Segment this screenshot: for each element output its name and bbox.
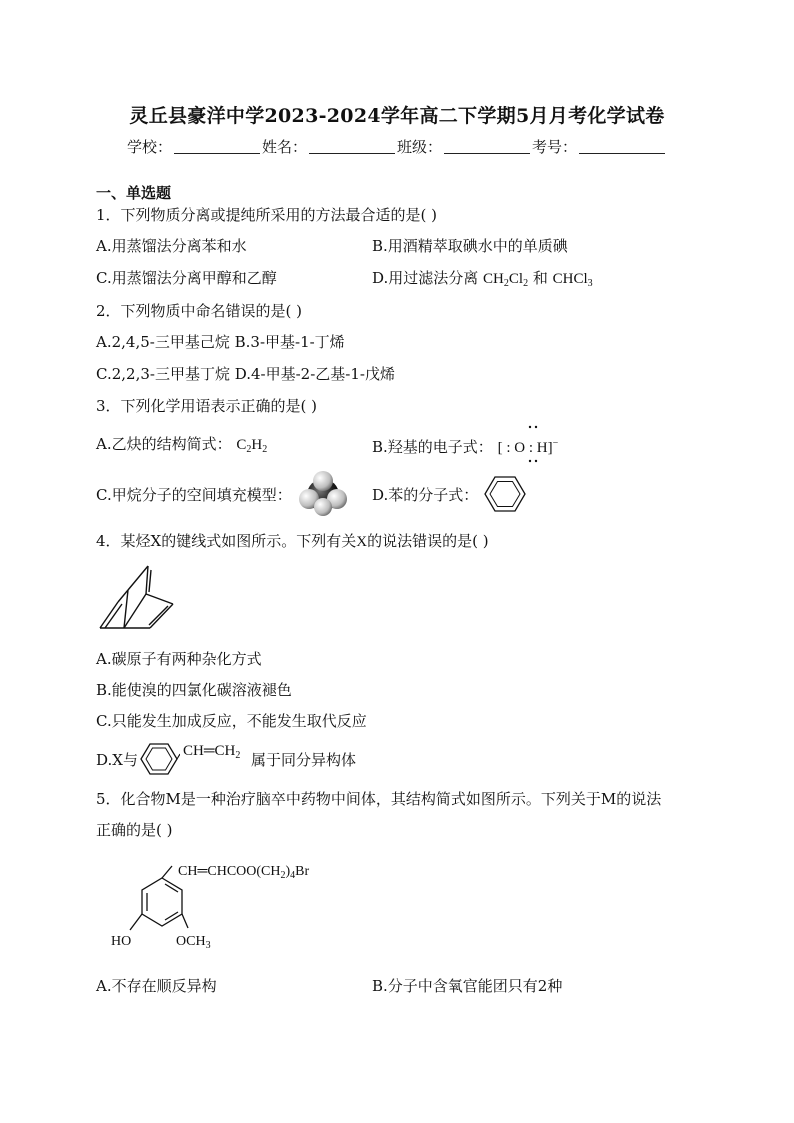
q3-option-b: B.羟基的电子式： [ : O : H]−	[372, 438, 559, 456]
name-blank[interactable]	[309, 139, 395, 154]
q5-stem-line1: 5．化合物M是一种治疗脑卒中药物中间体，其结构简式如图所示。下列关于M的说法	[96, 790, 662, 808]
q2-options-ab: A.2,4,5-三甲基己烷 B.3-甲基-1-丁烯	[96, 333, 345, 351]
q2-stem: 2．下列物质中命名错误的是( )	[96, 302, 303, 320]
q3-formula-c2h2: $C_2H_2$	[236, 437, 268, 455]
q1-option-b: B.用酒精萃取碘水中的单质碘	[372, 237, 568, 255]
q1-stem: 1．下列物质分离或提纯所采用的方法最合适的是( )	[96, 206, 438, 224]
number-label: 考号：	[532, 138, 578, 156]
q4-stem: 4．某烃X的键线式如图所示。下列有关X的说法错误的是( )	[96, 532, 489, 550]
student-info-line	[0, 136, 794, 157]
norbornadiene-skeletal-structure	[96, 562, 178, 634]
class-label: 班级：	[397, 138, 443, 156]
q5-option-a: A.不存在顺反异构	[96, 977, 217, 995]
styrene-benzene-ring-icon	[140, 742, 180, 776]
q3-stem: 3．下列化学用语表示正确的是( )	[96, 397, 318, 415]
q4-vinyl-group: $CH═CH_2$	[183, 743, 241, 761]
q5-side-chain: $CH═CHCOO(CH_2)_4Br$	[178, 864, 310, 881]
q3-option-a: A.乙炔的结构简式： $C_2H_2$	[96, 435, 268, 455]
q5-hydroxyl-label: HO	[111, 934, 132, 949]
name-label: 姓名：	[261, 138, 307, 156]
q2-options-cd: C.2,2,3-三甲基丁烷 D.4-甲基-2-乙基-1-戊烯	[96, 365, 395, 383]
q5-option-b: B.分子中含氧官能团只有2种	[372, 977, 563, 995]
exam-title: 灵丘县豪洋中学2023-2024学年高二下学期5月月考化学试卷	[129, 105, 665, 127]
school-label: 学校：	[126, 138, 172, 156]
number-blank[interactable]	[579, 139, 665, 154]
q4-option-d-suffix: 属于同分异构体	[251, 751, 357, 769]
q4-option-a: A.碳原子有两种杂化方式	[96, 650, 262, 668]
school-blank[interactable]	[174, 139, 260, 154]
q1-option-d: D.用过滤法分离 $CH_2Cl_2$ 和 CHCl$_3$	[372, 269, 593, 289]
class-blank[interactable]	[444, 139, 530, 154]
q1-formula-chcl3: CHCl$_3$	[552, 271, 593, 289]
methane-space-filling-model	[298, 470, 348, 518]
q1-formula-ch2cl2: $CH_2Cl_2$	[483, 271, 529, 289]
q5-stem-line2: 正确的是( )	[96, 821, 173, 839]
oxygen-lone-pair-dots	[526, 424, 540, 464]
q3-hydroxyl-electron-formula: [ : O : H]−	[497, 438, 559, 456]
q1-option-a: A.用蒸馏法分离苯和水	[96, 237, 247, 255]
q4-option-b: B.能使溴的四氯化碳溶液褪色	[96, 681, 292, 699]
q3-option-c: C.甲烷分子的空间填充模型：	[96, 486, 292, 504]
q3-option-d: D.苯的分子式：	[372, 486, 479, 504]
q5-methoxy-label: $OCH_3$	[176, 934, 211, 951]
section-title: 一、单选题	[96, 184, 172, 202]
benzene-ring-icon	[484, 474, 526, 514]
q4-option-d: D.X与	[96, 751, 138, 769]
q1-option-c: C.用蒸馏法分离甲醇和乙醇	[96, 269, 277, 287]
q4-option-c: C.只能发生加成反应，不能发生取代反应	[96, 712, 367, 730]
